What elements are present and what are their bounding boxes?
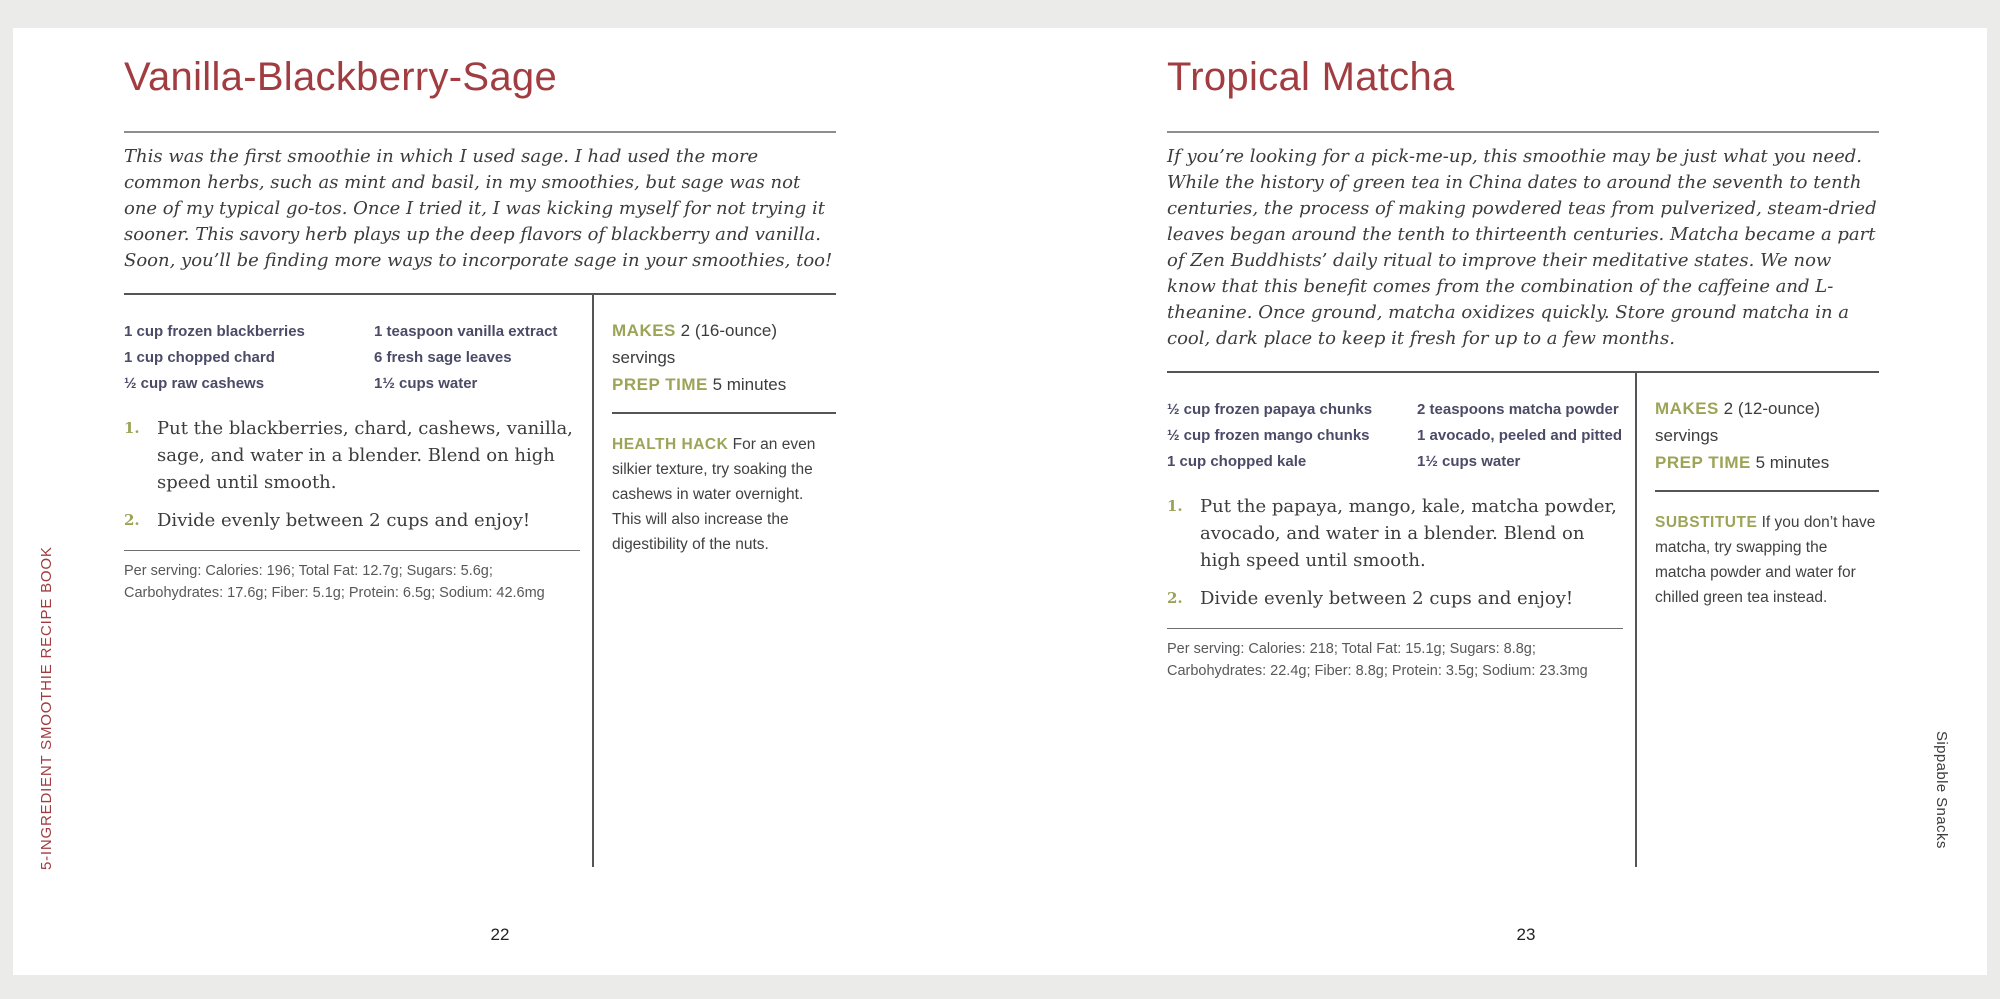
tip-label: HEALTH HACK: [612, 436, 729, 453]
right-page: [1167, 28, 1879, 975]
step-number: 2.: [124, 511, 140, 529]
ingredient-item: 1 cup frozen blackberries: [124, 323, 305, 340]
prep-time-value: 5 minutes: [1755, 453, 1830, 472]
recipe-body-right: [1167, 371, 1879, 867]
makes-label: MAKES: [612, 321, 676, 340]
step-number: 1.: [1167, 497, 1183, 515]
nutrition-divider: [1167, 628, 1623, 629]
sidebar-column-right: [1637, 373, 1879, 867]
ingredient-list-right: [1167, 373, 1623, 475]
recipe-meta-left: [612, 295, 836, 398]
ingredient-list-left: [124, 295, 580, 397]
ingredient-item: ½ cup frozen papaya chunks: [1167, 401, 1373, 418]
ingredient-item: 1 teaspoon vanilla extract: [374, 323, 558, 340]
ingredient-item: 6 fresh sage leaves: [374, 349, 512, 366]
page-number-left: 22: [490, 925, 510, 944]
recipe-meta-right: [1655, 373, 1879, 476]
recipe-title-left: Vanilla-Blackberry-Sage: [124, 55, 558, 99]
prep-time-label: PREP TIME: [612, 375, 708, 394]
ingredient-item: 1½ cups water: [374, 375, 478, 392]
instruction-steps-left: [124, 415, 580, 534]
page-number-right: 23: [1516, 925, 1536, 944]
tip-text: If you don’t have matcha, try swapping the matcha powder and water for chilled green tea instead.: [1655, 514, 1876, 606]
step-item: [1167, 585, 1623, 612]
ingredient-item: 1½ cups water: [1417, 453, 1521, 470]
tip-text: For an even silkier texture, try soaking the cashews in water overnight. This will also increase the digestibility of the nuts.: [612, 436, 816, 553]
makes-value: 2 (12-ounce) servings: [1655, 399, 1821, 445]
instruction-steps-right: [1167, 493, 1623, 612]
step-number: 2.: [1167, 589, 1183, 607]
ingredient-item: 1 cup chopped kale: [1167, 453, 1307, 470]
ingredient-column-1: [1167, 397, 1417, 475]
sidebar-column-left: [594, 295, 836, 867]
main-column-right: [1167, 373, 1637, 867]
step-text: Divide evenly between 2 cups and enjoy!: [1200, 588, 1574, 609]
prep-time-value: 5 minutes: [712, 375, 787, 394]
ingredient-item: 2 teaspoons matcha powder: [1417, 401, 1619, 418]
nutrition-facts-left: Per serving: Calories: 196; Total Fat: 12.7g; Sugars: 5.6g; Carbohydrates: 17.6g; Fiber: 5.1g; Protein: 6.5g; Sodium: 42.6mg: [124, 563, 545, 601]
recipe-title-right: Tropical Matcha: [1167, 55, 1455, 99]
left-page: [124, 28, 836, 975]
substitute-tip: [1655, 492, 1879, 610]
step-text: Put the papaya, mango, kale, matcha powder, avocado, and water in a blender. Blend on high speed until smooth.: [1200, 496, 1617, 571]
recipe-intro-left: This was the first smoothie in which I used sage. I had used the more common herbs, such as mint and basil, in my smoothies, but sage was not one of my typical go-tos. Once I tried it, I was kicking myself for not trying it sooner. This savory herb plays up the deep flavors of blackberry and vanilla. Soon, you’ll be finding more ways to incorporate sage in your smoothies, too!: [124, 146, 833, 271]
ingredient-column-2: [1417, 397, 1623, 475]
nutrition-divider: [124, 550, 580, 551]
book-spread: [13, 28, 1987, 975]
step-item: [1167, 493, 1623, 574]
step-item: [124, 507, 580, 534]
ingredient-item: 1 cup chopped chard: [124, 349, 275, 366]
step-text: Divide evenly between 2 cups and enjoy!: [157, 510, 531, 531]
health-hack-tip: [612, 414, 836, 557]
ingredient-item: ½ cup frozen mango chunks: [1167, 427, 1370, 444]
main-column-left: [124, 295, 594, 867]
step-number: 1.: [124, 419, 140, 437]
nutrition-facts-right: Per serving: Calories: 218; Total Fat: 15.1g; Sugars: 8.8g; Carbohydrates: 22.4g; Fiber: 8.8g; Protein: 3.5g; Sodium: 23.3mg: [1167, 641, 1588, 679]
step-item: [124, 415, 580, 496]
makes-label: MAKES: [1655, 399, 1719, 418]
tip-label: SUBSTITUTE: [1655, 514, 1758, 531]
ingredient-item: 1 avocado, peeled and pitted: [1417, 427, 1623, 444]
recipe-body-left: [124, 293, 836, 867]
chapter-spine-text: Sippable Snacks: [1933, 731, 1950, 849]
makes-value: 2 (16-ounce) servings: [612, 321, 778, 367]
prep-time-label: PREP TIME: [1655, 453, 1751, 472]
ingredient-item: ½ cup raw cashews: [124, 375, 265, 392]
recipe-intro-right: If you’re looking for a pick-me-up, this smoothie may be just what you need. While the history of green tea in China dates to around the seventh to tenth centuries, the process of making powdered teas from pulverized, steam-dried leaves began around the tenth to thirteenth centuries. Matcha became a part of Zen Buddhists’ daily ritual to improve their meditative states. We now know that this benefit comes from the combination of the caffeine and L-theanine. Once ground, matcha oxidizes quickly. Store ground matcha in a cool, dark place to keep it fresh for up to a few months.: [1167, 146, 1877, 349]
book-title-spine-text: 5-INGREDIENT SMOOTHIE RECIPE BOOK: [38, 546, 55, 870]
ingredient-column-1: [124, 319, 374, 397]
title-divider: [1167, 131, 1879, 133]
step-text: Put the blackberries, chard, cashews, vanilla, sage, and water in a blender. Blend on high speed until smooth.: [157, 418, 573, 493]
title-divider: [124, 131, 836, 133]
ingredient-column-2: [374, 319, 580, 397]
